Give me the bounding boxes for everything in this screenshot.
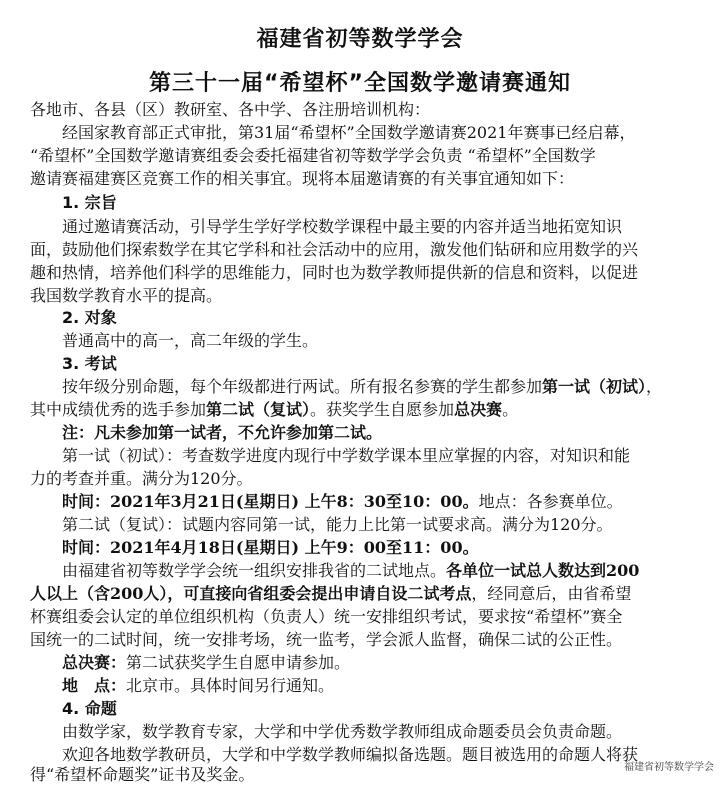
paragraph-line: 面，鼓励他们探索数学在其它学科和社会活动中的应用，激发他们钻研和应用数学的兴 — [30, 240, 639, 259]
paragraph-line: 欢迎各地数学教研员，大学和中学数学教师编拟备选题。题目被选用的命题人将获 — [62, 745, 639, 764]
paragraph-line: 力的考查并重。满分为120分。 — [30, 469, 253, 488]
salutation: 各地市、各县（区）教研室、各中学、各注册培训机构： — [30, 100, 431, 119]
paragraph-line: 邀请赛福建赛区竞赛工作的相关事宜。现将本届邀请赛的有关事宜通知如下： — [30, 169, 575, 188]
document-title: 福建省初等数学学会 — [256, 27, 464, 52]
note-line: 注：凡未参加第一试者，不允许参加第二试。 — [62, 423, 383, 442]
paragraph-line: 通过邀请赛活动，引导学生学好学校数学课程中最主要的内容并适当地拓宽知识 — [62, 217, 623, 236]
paragraph-line: 国统一的二试时间，统一安排考场，统一监考，学会派人监督，确保二试的公正性。 — [30, 630, 623, 649]
section-heading: 3. 考试 — [62, 354, 117, 373]
document-subtitle: 第三十一届“希望杯”全国数学邀请赛通知 — [149, 71, 571, 96]
paragraph-line: 第一试（初试）：考查数学进度内现行中学数学课本里应掌握的内容，对知识和能 — [62, 446, 631, 465]
paragraph-line: 按年级分别命题，每个年级都进行两试。所有报名参赛的学生都参加第一试（初试）， — [62, 377, 663, 396]
paragraph-line: 第二试（复试）：试题内容同第一试，能力上比第一试要求高。满分为120分。 — [62, 515, 613, 534]
paragraph-line: 趣和热情，培养他们科学的思维能力，同时也为数学教师提供新的信息和资料，以促进 — [30, 263, 639, 282]
section-heading: 4. 命题 — [62, 699, 117, 718]
paragraph-line: “希望杯”全国数学邀请赛组委会委托福建省初等数学学会负责 “希望杯”全国数学 — [30, 146, 596, 165]
paragraph-line: 其中成绩优秀的选手参加第二试（复试）。获奖学生自愿参加总决赛。 — [30, 400, 519, 419]
exam-time-line: 时间：2021年3月21日(星期日) 上午8：30至10：00。地点：各参赛单位。 — [62, 492, 623, 511]
paragraph-line: 普通高中的高一，高二年级的学生。 — [62, 331, 319, 350]
paragraph-line: 人以上（含200人），可直接向省组委会提出申请自设二试考点，经同意后，由省希望 — [30, 584, 632, 603]
paragraph-line: 经国家教育部正式审批，第31届“希望杯”全国数学邀请赛2021年赛事已经启幕， — [62, 123, 636, 142]
watermark-text: 福建省初等数学学会 — [624, 762, 714, 773]
paragraph-line: 得“希望杯命题奖”证书及奖金。 — [30, 765, 255, 784]
paragraph-line: 由数学家，数学教育专家，大学和中学优秀数学教师组成命题委员会负责命题。 — [62, 722, 623, 741]
section-heading: 1. 宗旨 — [62, 193, 117, 212]
final-line: 总决赛：第二试获奖学生自愿申请参加。 — [62, 653, 351, 672]
location-line: 地 点：北京市。具体时间另行通知。 — [62, 676, 335, 695]
section-heading: 2. 对象 — [62, 308, 117, 327]
exam-time-line: 时间：2021年4月18日(星期日) 上午9：00至11：00。 — [62, 538, 479, 557]
paragraph-line: 由福建省初等数学学会统一组织安排我省的二试地点。各单位一试总人数达到200 — [62, 561, 640, 580]
paragraph-line: 杯赛组委会认定的单位组织机构（负责人）统一安排组织考试，要求按“希望杯”赛全 — [30, 607, 623, 626]
paragraph-line: 我国数学教育水平的提高。 — [30, 286, 223, 305]
